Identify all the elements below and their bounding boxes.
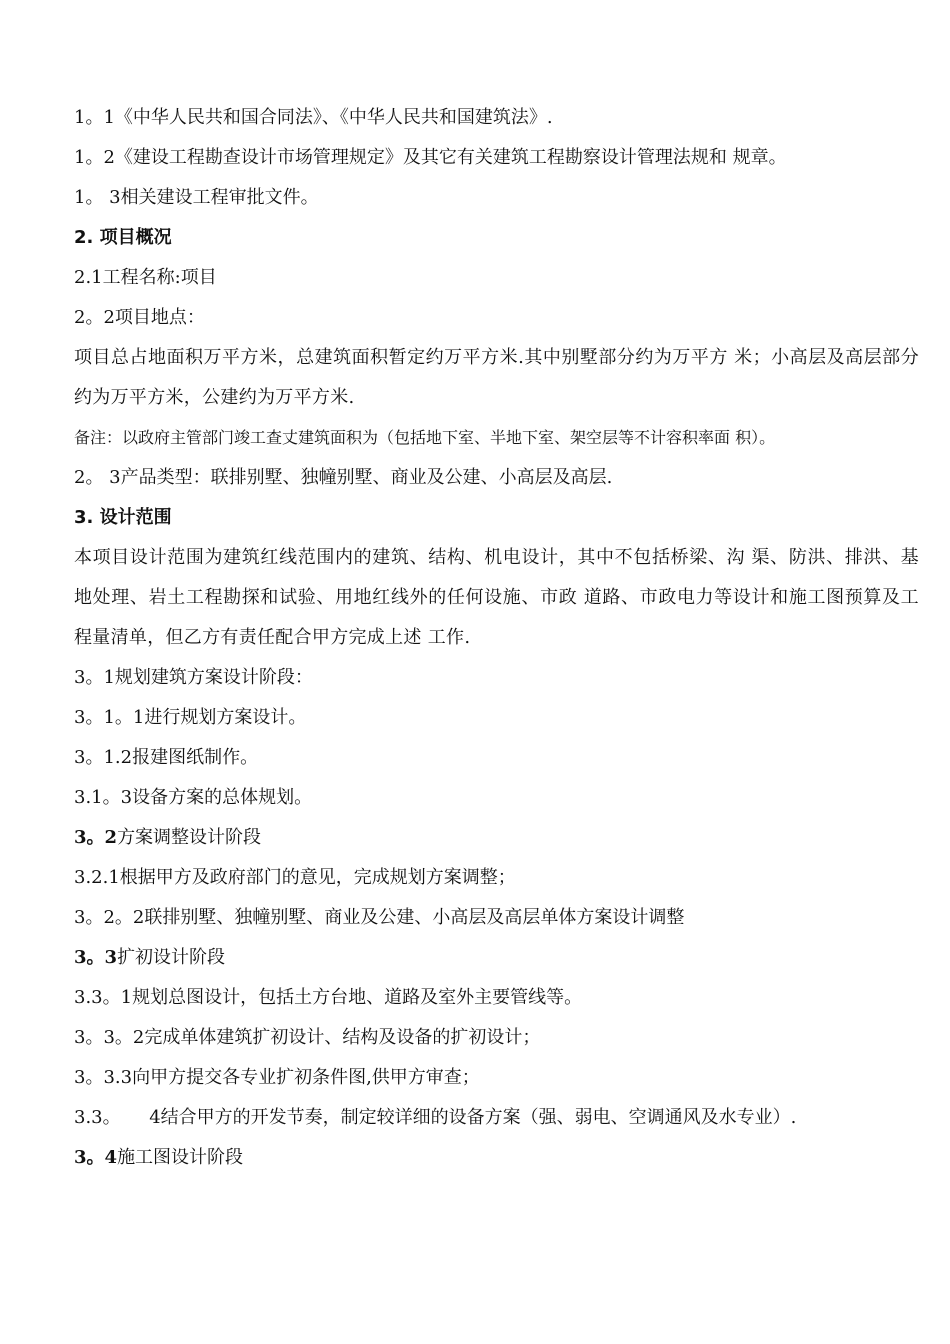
clause-3-2-1: 3.2.1根据甲方及政府部门的意见，完成规划方案调整； [74, 867, 516, 888]
clause-3-2-number: 3。2 [74, 827, 118, 848]
clause-3-3-1: 3.3。1规划总图设计，包括土方台地、道路及室外主要管线等。 [74, 987, 583, 1008]
clause-2-3: 2。 3产品类型：联排别墅、独幢别墅、商业及公建、小高层及高层. [74, 467, 613, 488]
area-paragraph: 项目总占地面积万平方米，总建筑面积暂定约万平方米.其中别墅部分约为万平方 米；小高层及高层部分约为万平方米，公建约为万平方米. [74, 347, 919, 408]
clause-3-3-4: 3.3。 4结合甲方的开发节奏，制定较详细的设备方案（强、弱电、空调通风及水专业）. [74, 1107, 797, 1128]
clause-3-3-number: 3。3 [74, 947, 118, 968]
area-note: 备注：以政府主管部门竣工查丈建筑面积为（包括地下室、半地下室、架空层等不计容积率面 积）。 [74, 428, 776, 447]
clause-2-1: 2.1工程名称:项目 [74, 267, 217, 288]
section-3-heading: 3. 设计范围 [74, 507, 172, 528]
clause-3-1-1: 3。1。1进行规划方案设计。 [74, 707, 307, 728]
clause-3-3-text: 扩初设计阶段 [117, 947, 226, 968]
clause-3-4-text: 施工图设计阶段 [117, 1147, 244, 1168]
clause-3-2-2: 3。2。2联排别墅、独幢别墅、商业及公建、小高层及高层单体方案设计调整 [74, 907, 685, 928]
clause-1-2: 1。2《建设工程勘查设计市场管理规定》及其它有关建筑工程勘察设计管理法规和 规章。 [74, 147, 787, 168]
scope-paragraph: 本项目设计范围为建筑红线范围内的建筑、结构、机电设计，其中不包括桥梁、沟 渠、防洪、排洪、基地处理、岩土工程勘探和试验、用地红线外的任何设施、市政 道路、市政电力等设计和施工图预算及工程量清单，但乙方有责任配合甲方完成上述 工作. [74, 547, 919, 648]
clause-3-2 [74, 818, 919, 858]
clause-1-3: 1。 3相关建设工程审批文件。 [74, 187, 319, 208]
clause-3-4-number: 3。4 [74, 1147, 118, 1168]
clause-3-2-text: 方案调整设计阶段 [117, 827, 262, 848]
clause-3-1: 3。1规划建筑方案设计阶段： [74, 667, 313, 688]
clause-3-1-3: 3.1。3设备方案的总体规划。 [74, 787, 313, 808]
clause-3-4 [74, 1138, 919, 1178]
clause-2-2: 2。2项目地点： [74, 307, 205, 328]
clause-3-3-3: 3。3.3向甲方提交各专业扩初条件图,供甲方审查； [74, 1067, 480, 1088]
clause-3-1-2: 3。1.2报建图纸制作。 [74, 747, 259, 768]
clause-3-3 [74, 938, 919, 978]
clause-3-3-2: 3。3。2完成单体建筑扩初设计、结构及设备的扩初设计； [74, 1027, 541, 1048]
document-page [74, 98, 919, 1178]
section-2-heading: 2. 项目概况 [74, 227, 172, 248]
clause-1-1: 1。1《中华人民共和国合同法》、《中华人民共和国建筑法》. [74, 107, 553, 128]
